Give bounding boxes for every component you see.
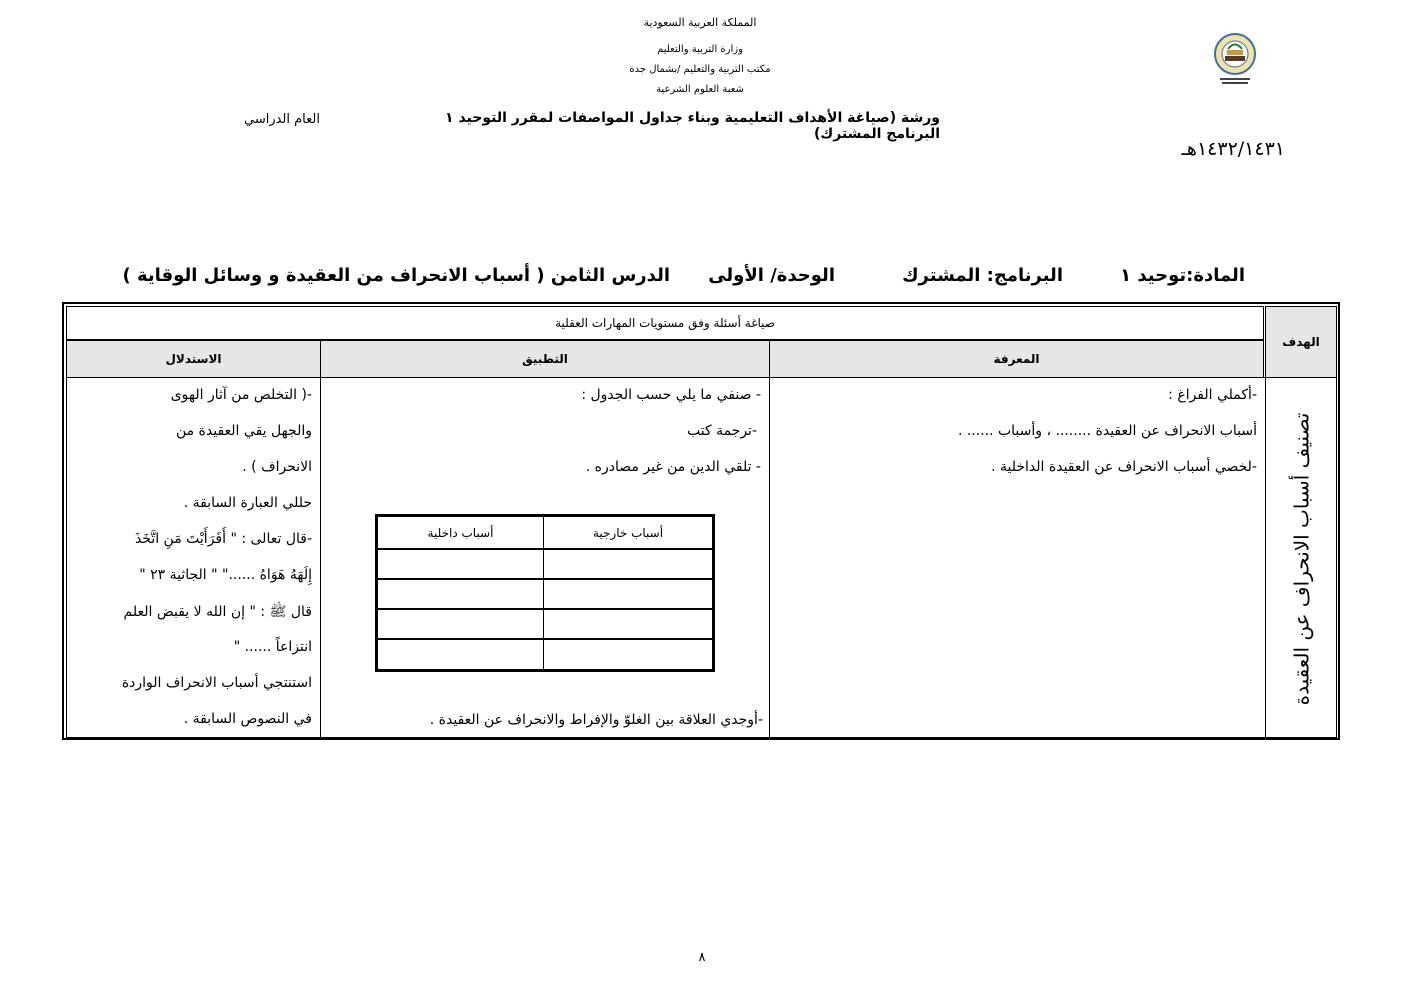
application-header-text: التطبيق [522, 352, 568, 366]
inference-line-3: الانحراف ) . [242, 459, 312, 475]
kingdom-line: المملكة العربية السعودية [643, 16, 757, 29]
unit-label: الوحدة/ الأولى [708, 265, 835, 286]
external-causes-text: أسباب خارجية [592, 525, 664, 540]
inference-line-6: إِلَهَهُ هَوَاهُ ......" " الجاثية ٢٣ " [139, 567, 312, 583]
application-line-1: - صنفي ما يلي حسب الجدول : [581, 387, 761, 403]
program-label: البرنامج: المشترك [902, 265, 1063, 286]
inference-header-text: الاستدلال [165, 352, 222, 366]
classification-cell [543, 609, 713, 639]
office-line: مكتب التربية والتعليم /بشمال جدة [629, 64, 771, 75]
inference-line-9: استنتجي أسباب الانحراف الواردة [121, 675, 312, 691]
inference-line-4: حللي العبارة السابقة . [183, 495, 312, 511]
application-line-3: - تلقي الدين من غير مصادره . [585, 459, 761, 475]
inference-line-5: -قال تعالى : " أَفَرَأَيْتَ مَنِ اتَّخَذَ [134, 531, 312, 547]
inference-line-7: قال ﷺ : " إن الله لا يقبض العلم [123, 604, 312, 620]
inference-header-cell [66, 340, 321, 378]
application-header-cell [320, 340, 770, 378]
knowledge-line-1: -أكملي الفراغ : [1168, 387, 1257, 403]
inference-line-8: انتزاعاً ...... " [233, 639, 312, 655]
goal-text-container [1263, 378, 1339, 740]
classification-cell [377, 639, 544, 670]
application-line-last: -أوجدي العلاقة بين الغلوّ والإفراط والانحراف عن العقيدة . [429, 712, 763, 728]
knowledge-header-cell [769, 340, 1264, 378]
ministry-line: وزارة التربية والتعليم [657, 44, 743, 55]
knowledge-line-2: أسباب الانحراف عن العقيدة ........ ، وأسباب ...... . [957, 423, 1257, 439]
classification-cell [377, 579, 544, 609]
page-number: ٨ [698, 950, 706, 965]
classification-cell [377, 549, 544, 579]
academic-year-label: العام الدراسي [243, 112, 320, 127]
knowledge-header-text: المعرفة [993, 352, 1040, 366]
internal-causes-header [377, 516, 544, 549]
goal-header-text: الهدف [1282, 335, 1320, 349]
goal-header-cell [1265, 306, 1337, 378]
top-header-text: صياغة أسئلة وفق مستويات المهارات العقلية [555, 316, 775, 330]
department-line: شعبة العلوم الشرعية [656, 84, 744, 95]
inference-line-10: في النصوص السابقة . [183, 711, 312, 727]
classification-cell [543, 549, 713, 579]
internal-causes-text: أسباب داخلية [427, 525, 494, 540]
application-line-2: -ترجمة كتب [686, 423, 757, 439]
workshop-title: ورشة (صياغة الأهداف التعليمية وبناء جداول المواصفات لمقرر التوحيد ١ البرنامج المشترك) [445, 110, 940, 142]
lesson-label: الدرس الثامن ( أسباب الانحراف من العقيدة و وسائل الوقاية ) [122, 265, 670, 286]
knowledge-line-3: -لخصي أسباب الانحراف عن العقيدة الداخلية . [991, 459, 1257, 475]
classification-cell [377, 609, 544, 639]
classification-cell [543, 639, 713, 670]
ministry-logo-icon [1210, 30, 1260, 88]
top-header-cell [66, 306, 1264, 340]
inference-line-1: -( التخلص من آثار الهوى [170, 387, 312, 403]
external-causes-header [543, 516, 713, 549]
classification-table [375, 514, 715, 672]
classification-cell [543, 579, 713, 609]
goal-text: تصنيف أسباب الانحراف عن العقيدة [1289, 412, 1314, 706]
inference-line-2: والجهل يقي العقيدة من [175, 423, 312, 439]
academic-year-value: ١٤٣٢/١٤٣١هـ [1181, 138, 1285, 160]
subject-label: المادة:توحيد ١ [1120, 265, 1245, 286]
